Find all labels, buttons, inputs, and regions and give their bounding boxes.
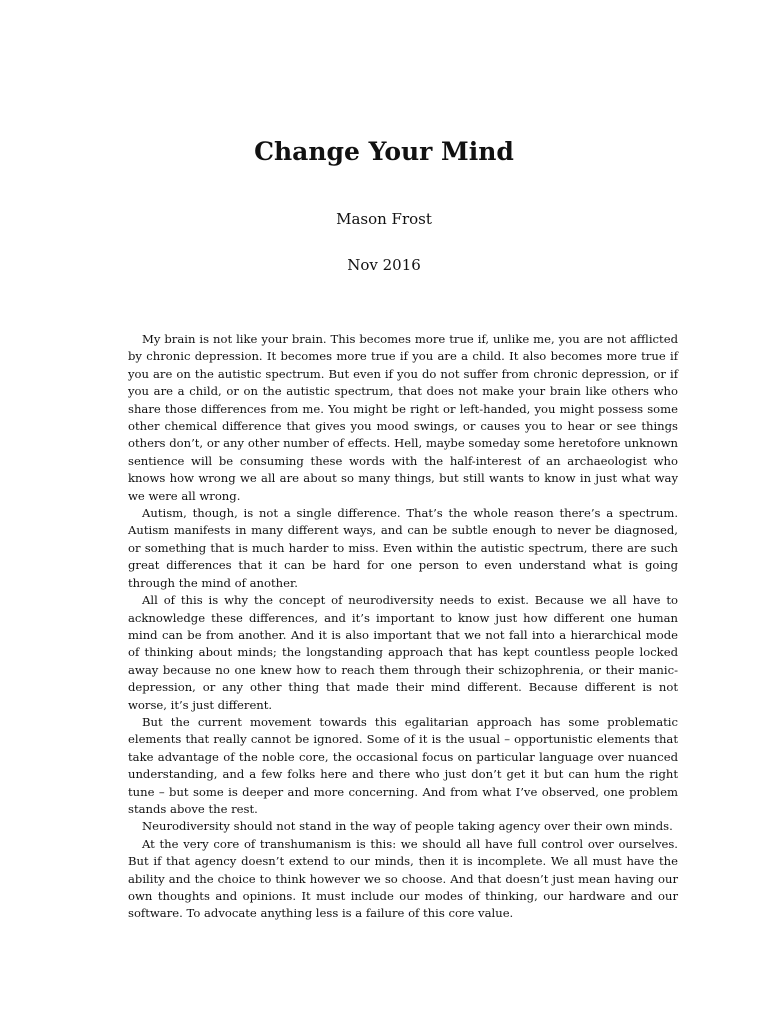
document-author: Mason Frost xyxy=(336,210,432,228)
paragraph: Neurodiversity should not stand in the way of people taking agency over their own minds. xyxy=(142,819,673,834)
document-title: Change Your Mind xyxy=(254,137,514,166)
document-body xyxy=(128,331,678,923)
paragraph: All of this is why the concept of neurodiversity needs to exist. Because we all have to acknowledge these differences, and it’s important to know just how different one human mind can be from another. And it is also important that we not fall into a hierarchical mode of thinking about minds; the longstanding approach that has kept countless people locked away because no one knew how to reach them through their schizophrenia, or their manic-depression, or any other thing that made their mind different. Because different is not worse, it’s just different. xyxy=(128,593,678,712)
document-date: Nov 2016 xyxy=(347,256,421,274)
paragraph: My brain is not like your brain. This becomes more true if, unlike me, you are not afflicted by chronic depression. It becomes more true if you are a child. It also becomes more true if you are on the autistic spectrum. But even if you do not suffer from chronic depression, or if you are a child, or on the autistic spectrum, that does not make your brain like others who share those differences from me. You might be right or left-handed, you might possess some other chemical difference that gives you mood swings, or causes you to hear or see things others don’t, or any other number of effects. Hell, maybe someday some heretofore unknown sentience will be consuming these words with the half-interest of an archaeologist who knows how wrong we all are about so many things, but still wants to know in just what way we were all wrong. xyxy=(128,332,678,503)
paragraph: But the current movement towards this egalitarian approach has some problematic elements that really cannot be ignored. Some of it is the usual – opportunistic elements that take advantage of the noble core, the occasional focus on particular language over nuanced understanding, and a few folks here and there who just don’t get it but can hum the right tune – but some is deeper and more concerning. And from what I’ve observed, one problem stands above the rest. xyxy=(128,714,678,816)
paragraph: Autism, though, is not a single difference. That’s the whole reason there’s a spectrum. Autism manifests in many different ways, and can be subtle enough to never be diagnosed, or something that is much harder to miss. Even within the autistic spectrum, there are such great differences that it can be hard for one person to even understand what is going through the mind of another. xyxy=(128,506,678,590)
paragraph: At the very core of transhumanism is this: we should all have full control over ourselves. But if that agency doesn’t extend to our minds, then it is incomplete. We all must have the ability and the choice to think however we so choose. And that doesn’t just mean having our own thoughts and opinions. It must include our modes of thinking, our hardware and our software. To advocate anything less is a failure of this core value. xyxy=(128,836,678,921)
